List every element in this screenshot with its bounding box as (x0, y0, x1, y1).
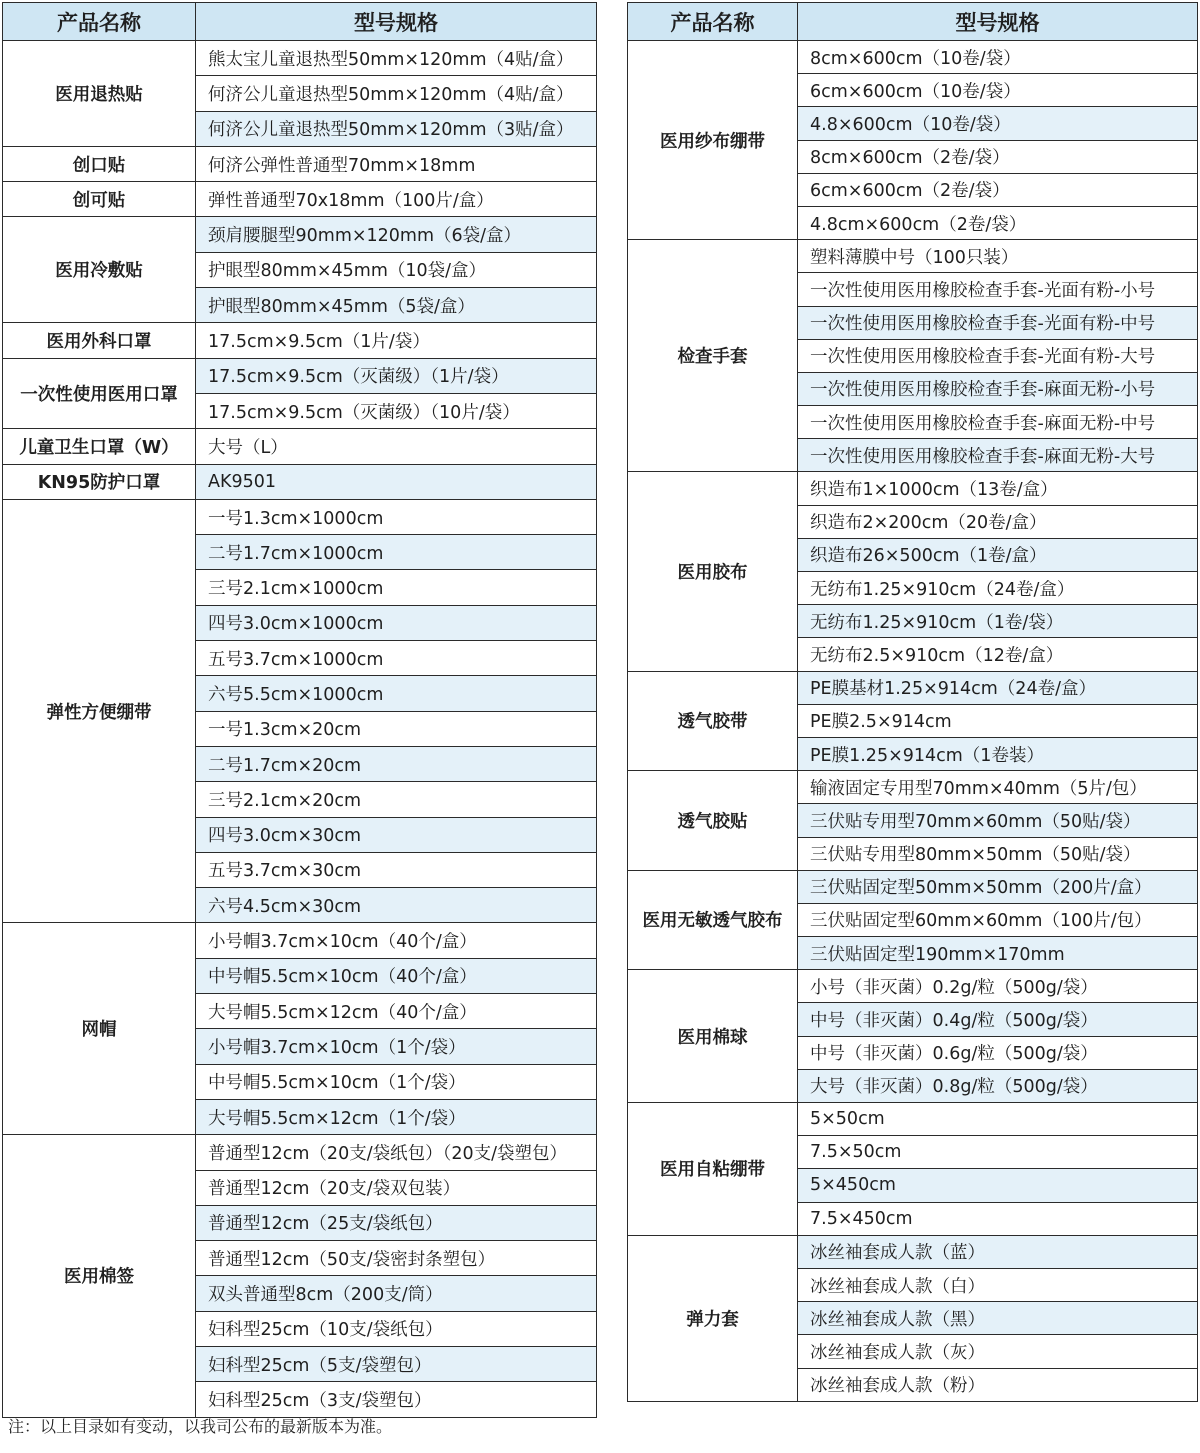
spec-cell: 小号帽3.7cm×10cm（1个/袋） (196, 1029, 597, 1064)
spec-cell: 4.8cm×600cm（2卷/袋） (798, 206, 1198, 239)
spec-cell: PE膜2.5×914cm (798, 704, 1198, 737)
table-row (628, 1235, 1198, 1268)
spec-cell: 妇科型25cm（5支/袋塑包） (196, 1346, 597, 1381)
spec-cell: 冰丝袖套成人款（黑） (798, 1302, 1198, 1335)
table-row (628, 472, 1198, 505)
spec-cell: 17.5cm×9.5cm（灭菌级）（1片/袋） (196, 358, 597, 393)
spec-cell: 双头普通型8cm（200支/筒） (196, 1276, 597, 1311)
spec-cell: 7.5×50cm (798, 1136, 1198, 1169)
spec-cell: 三伏贴固定型60mm×60mm（100片/包） (798, 903, 1198, 936)
spec-cell: 五号3.7cm×30cm (196, 852, 597, 887)
table-row (3, 323, 597, 358)
table-row (3, 1135, 597, 1170)
col-header-spec: 型号规格 (798, 3, 1198, 41)
spec-cell: 无纺布1.25×910cm（24卷/盒） (798, 572, 1198, 605)
spec-cell: 5×450cm (798, 1169, 1198, 1202)
spec-cell: 中号（非灭菌）0.6g/粒（500g/袋） (798, 1036, 1198, 1069)
spec-cell: 熊太宝儿童退热型50mm×120mm（4贴/盒） (196, 41, 597, 76)
footnote: 注：以上目录如有变动，以我司公布的最新版本为准。 (8, 1417, 393, 1436)
spec-cell: 无纺布1.25×910cm（1卷/袋） (798, 605, 1198, 638)
table-row (3, 464, 597, 499)
product-name-cell: 弹性方便绷带 (3, 499, 196, 923)
spec-cell: 塑料薄膜中号（100只装） (798, 240, 1198, 273)
spec-cell: 4.8×600cm（10卷/袋） (798, 107, 1198, 140)
spec-cell: 6cm×600cm（2卷/袋） (798, 173, 1198, 206)
spec-cell: 二号1.7cm×20cm (196, 746, 597, 781)
spec-cell: 普通型12cm（20支/袋纸包）（20支/袋塑包） (196, 1135, 597, 1170)
product-name-cell: 医用冷敷贴 (3, 217, 196, 323)
product-name-cell: KN95防护口罩 (3, 464, 196, 499)
table-row (3, 923, 597, 958)
col-header-product: 产品名称 (628, 3, 798, 41)
table-row (3, 146, 597, 181)
product-name-cell: 检查手套 (628, 240, 798, 472)
table-row (628, 771, 1198, 804)
spec-cell: 三伏贴固定型50mm×50mm（200片/盒） (798, 870, 1198, 903)
spec-cell: 织造布1×1000cm（13卷/盒） (798, 472, 1198, 505)
spec-cell: 大号帽5.5cm×12cm（1个/袋） (196, 1099, 597, 1134)
spec-cell: 普通型12cm（20支/袋双包装） (196, 1170, 597, 1205)
spec-cell: PE膜1.25×914cm（1卷装） (798, 737, 1198, 770)
spec-cell: 三伏贴固定型190mm×170mm (798, 937, 1198, 970)
product-name-cell: 一次性使用医用口罩 (3, 358, 196, 429)
table-row (3, 41, 597, 76)
spec-cell: 5×50cm (798, 1103, 1198, 1136)
spec-cell: 中号（非灭菌）0.4g/粒（500g/袋） (798, 1003, 1198, 1036)
spec-cell: 8cm×600cm（2卷/袋） (798, 140, 1198, 173)
spec-cell: 六号5.5cm×1000cm (196, 676, 597, 711)
table-row (628, 870, 1198, 903)
spec-cell: 普通型12cm（50支/袋密封条塑包） (196, 1241, 597, 1276)
table-row (3, 182, 597, 217)
table-row (628, 1103, 1198, 1136)
spec-cell: 织造布26×500cm（1卷/盒） (798, 538, 1198, 571)
table-row (628, 671, 1198, 704)
col-header-product: 产品名称 (3, 3, 196, 41)
product-name-cell: 儿童卫生口罩（W） (3, 429, 196, 464)
spec-cell: 五号3.7cm×1000cm (196, 641, 597, 676)
spec-cell: 一次性使用医用橡胶检查手套-麻面无粉-中号 (798, 406, 1198, 439)
table-row (3, 499, 597, 534)
product-name-cell: 透气胶带 (628, 671, 798, 771)
spec-cell: 护眼型80mm×45mm（10袋/盒） (196, 252, 597, 287)
product-name-cell: 医用外科口罩 (3, 323, 196, 358)
spec-cell: AK9501 (196, 464, 597, 499)
product-table-left (2, 2, 597, 1418)
spec-cell: 大号（非灭菌）0.8g/粒（500g/袋） (798, 1069, 1198, 1102)
spec-cell: 四号3.0cm×30cm (196, 817, 597, 852)
spec-cell: 冰丝袖套成人款（粉） (798, 1368, 1198, 1401)
spec-cell: 妇科型25cm（10支/袋纸包） (196, 1311, 597, 1346)
product-name-cell: 医用退热贴 (3, 41, 196, 147)
spec-cell: 三号2.1cm×1000cm (196, 570, 597, 605)
table-row (3, 429, 597, 464)
spec-cell: 8cm×600cm（10卷/袋） (798, 41, 1198, 74)
spec-cell: 三伏贴专用型80mm×50mm（50贴/袋） (798, 837, 1198, 870)
spec-cell: 四号3.0cm×1000cm (196, 605, 597, 640)
product-name-cell: 医用无敏透气胶布 (628, 870, 798, 970)
spec-cell: 17.5cm×9.5cm（1片/袋） (196, 323, 597, 358)
spec-cell: 大号（L） (196, 429, 597, 464)
table-row (628, 970, 1198, 1003)
product-name-cell: 网帽 (3, 923, 196, 1135)
spec-cell: 中号帽5.5cm×10cm（1个/袋） (196, 1064, 597, 1099)
product-name-cell: 医用纱布绷带 (628, 41, 798, 240)
spec-cell: 弹性普通型70x18mm（100片/盒） (196, 182, 597, 217)
spec-cell: 7.5×450cm (798, 1202, 1198, 1235)
spec-cell: 一次性使用医用橡胶检查手套-光面有粉-大号 (798, 339, 1198, 372)
spec-cell: 何济公儿童退热型50mm×120mm（4贴/盒） (196, 76, 597, 111)
spec-cell: 一次性使用医用橡胶检查手套-光面有粉-小号 (798, 273, 1198, 306)
spec-cell: 一号1.3cm×1000cm (196, 499, 597, 534)
product-name-cell: 透气胶贴 (628, 771, 798, 871)
spec-cell: 一号1.3cm×20cm (196, 711, 597, 746)
spec-cell: 一次性使用医用橡胶检查手套-麻面无粉-小号 (798, 372, 1198, 405)
spec-cell: 何济公弹性普通型70mm×18mm (196, 146, 597, 181)
spec-cell: 冰丝袖套成人款（蓝） (798, 1235, 1198, 1268)
spec-cell: 织造布2×200cm（20卷/盒） (798, 505, 1198, 538)
spec-cell: 颈肩腰腿型90mm×120mm（6袋/盒） (196, 217, 597, 252)
product-name-cell: 医用自粘绷带 (628, 1103, 798, 1236)
spec-cell: 无纺布2.5×910cm（12卷/盒） (798, 638, 1198, 671)
spec-cell: 17.5cm×9.5cm（灭菌级）（10片/袋） (196, 393, 597, 428)
product-name-cell: 创可贴 (3, 182, 196, 217)
spec-cell: 6cm×600cm（10卷/袋） (798, 74, 1198, 107)
spec-cell: 妇科型25cm（3支/袋塑包） (196, 1382, 597, 1417)
spec-cell: 小号帽3.7cm×10cm（40个/盒） (196, 923, 597, 958)
spec-cell: 小号（非灭菌）0.2g/粒（500g/袋） (798, 970, 1198, 1003)
product-name-cell: 医用棉签 (3, 1135, 196, 1417)
product-name-cell: 医用棉球 (628, 970, 798, 1103)
product-table-right (627, 2, 1198, 1402)
spec-cell: 普通型12cm（25支/袋纸包） (196, 1205, 597, 1240)
spec-cell: 输液固定专用型70mm×40mm（5片/包） (798, 771, 1198, 804)
spec-cell: 三伏贴专用型70mm×60mm（50贴/袋） (798, 804, 1198, 837)
spec-cell: 中号帽5.5cm×10cm（40个/盒） (196, 958, 597, 993)
spec-cell: 何济公儿童退热型50mm×120mm（3贴/盒） (196, 111, 597, 146)
col-header-spec: 型号规格 (196, 3, 597, 41)
spec-cell: PE膜基材1.25×914cm（24卷/盒） (798, 671, 1198, 704)
product-name-cell: 弹力套 (628, 1235, 798, 1401)
table-row (628, 240, 1198, 273)
spec-cell: 六号4.5cm×30cm (196, 888, 597, 923)
product-name-cell: 创口贴 (3, 146, 196, 181)
spec-cell: 护眼型80mm×45mm（5袋/盒） (196, 288, 597, 323)
table-row (3, 217, 597, 252)
product-name-cell: 医用胶布 (628, 472, 798, 671)
spec-cell: 冰丝袖套成人款（白） (798, 1268, 1198, 1301)
spec-cell: 二号1.7cm×1000cm (196, 535, 597, 570)
spec-cell: 一次性使用医用橡胶检查手套-光面有粉-中号 (798, 306, 1198, 339)
spec-cell: 一次性使用医用橡胶检查手套-麻面无粉-大号 (798, 439, 1198, 472)
spec-cell: 冰丝袖套成人款（灰） (798, 1335, 1198, 1368)
table-row (628, 41, 1198, 74)
table-row (3, 358, 597, 393)
spec-cell: 大号帽5.5cm×12cm（40个/盒） (196, 994, 597, 1029)
spec-cell: 三号2.1cm×20cm (196, 782, 597, 817)
